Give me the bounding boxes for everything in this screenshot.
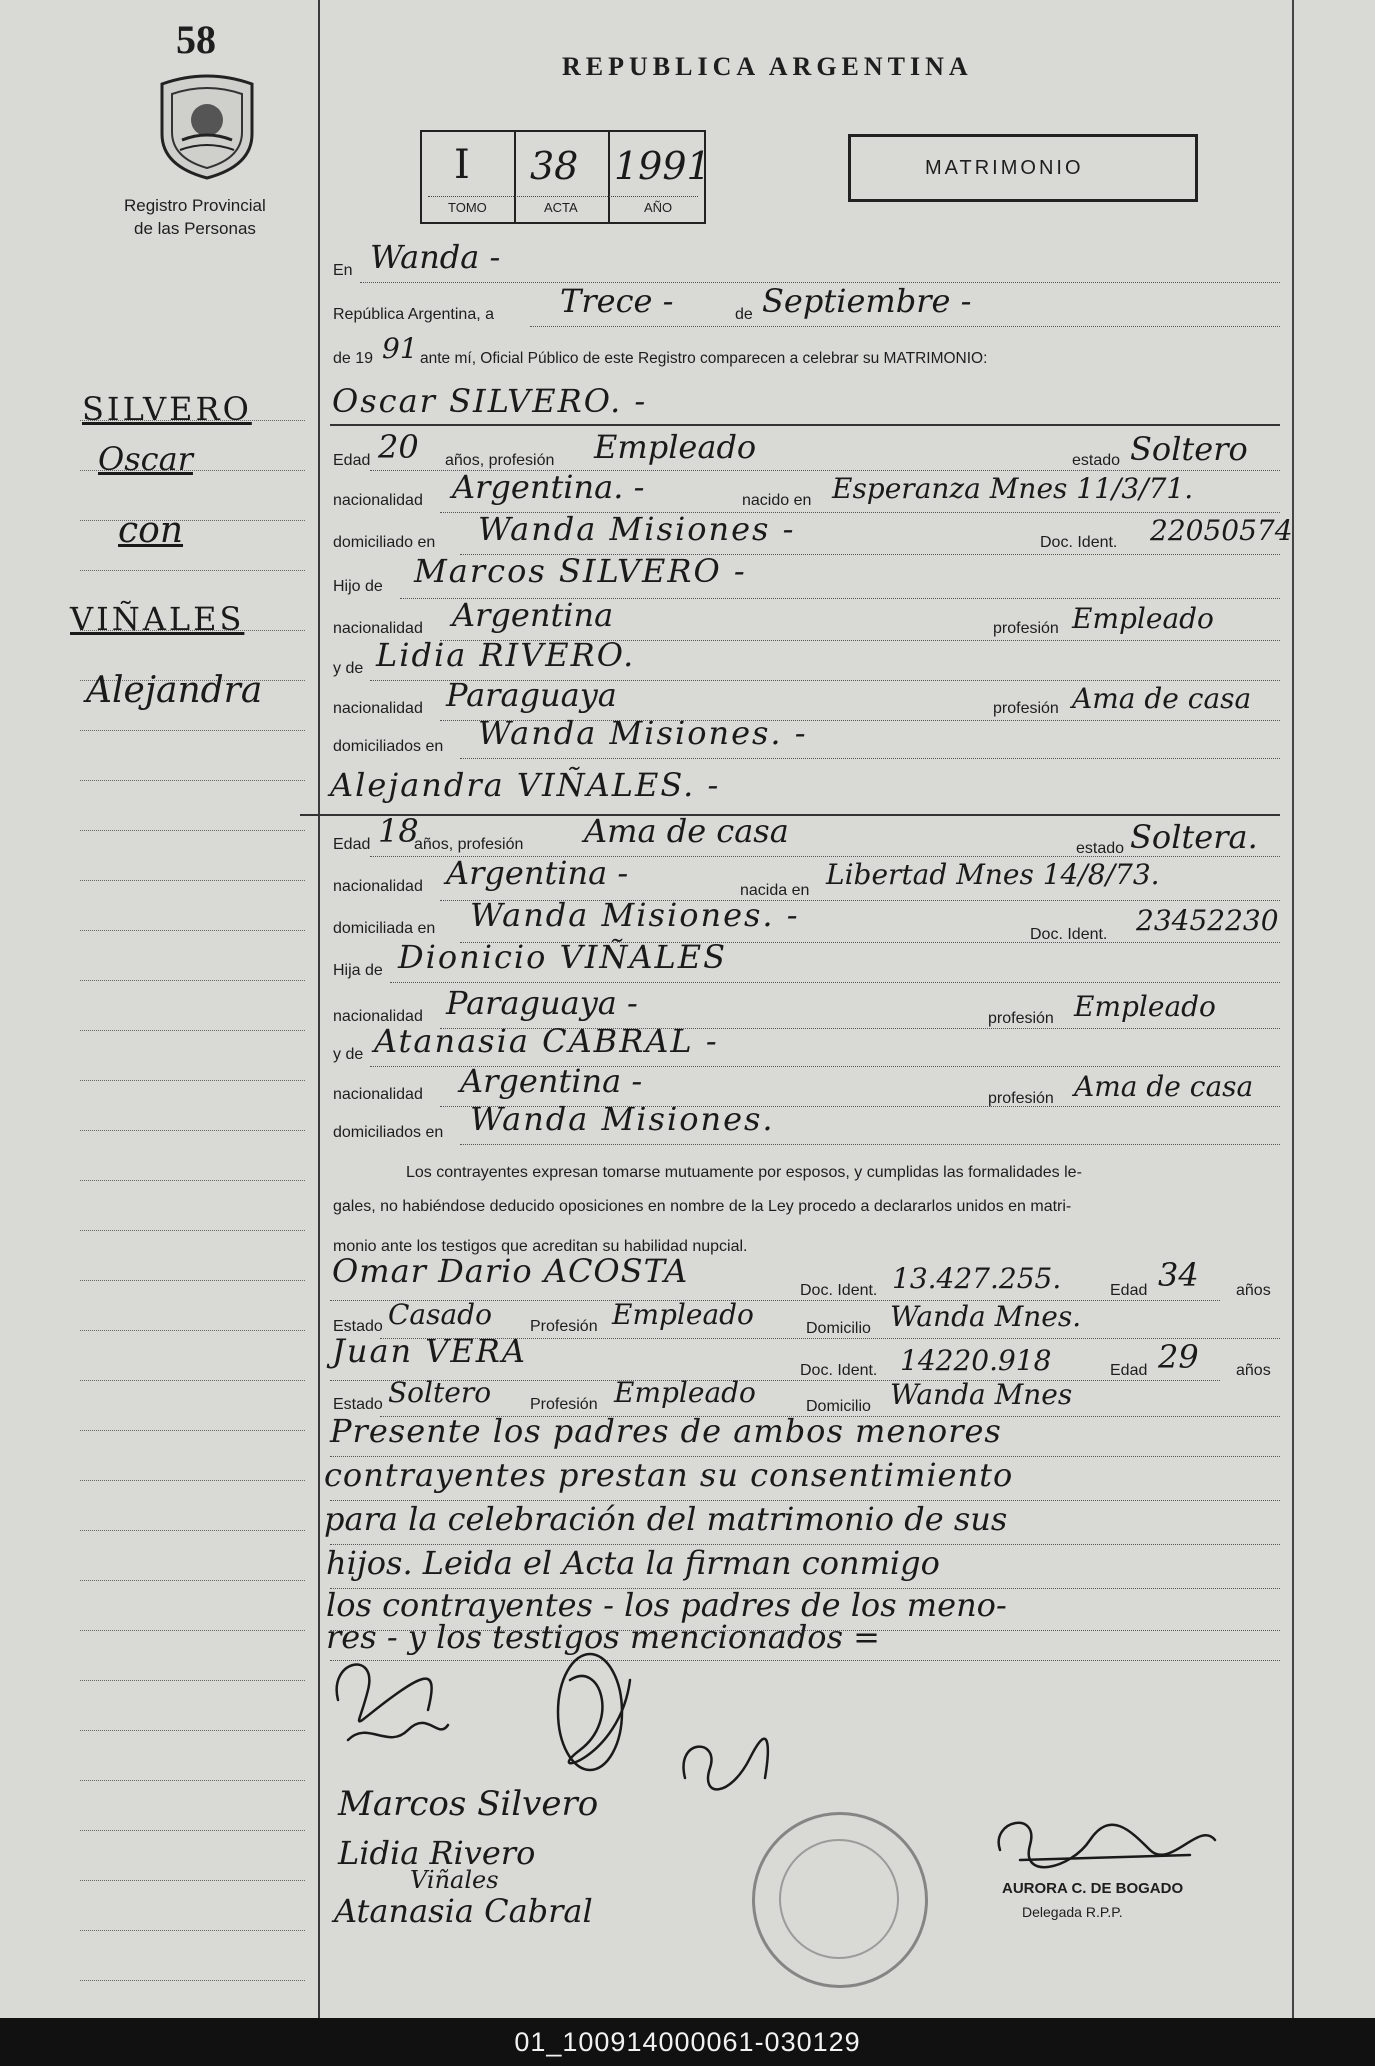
- groom-profesion: Empleado: [594, 428, 757, 466]
- groom-madre-prof: Ama de casa: [1072, 682, 1252, 715]
- bride-madre-nac: Argentina -: [460, 1062, 643, 1100]
- margin-rule: [80, 1630, 305, 1631]
- margin-rule: [80, 930, 305, 931]
- officer-title: Delegada R.P.P.: [1022, 1904, 1123, 1920]
- anio-label: AÑO: [644, 200, 673, 215]
- page-right-edge: [1292, 0, 1294, 2018]
- groom-padre-prof: Empleado: [1072, 602, 1214, 635]
- registry-stamp: [752, 1812, 928, 1988]
- tomo-label: TOMO: [448, 200, 487, 215]
- bride-estado-label: estado: [1076, 840, 1125, 857]
- witness-1-name: Omar Dario ACOSTA: [332, 1252, 689, 1290]
- groom-dom-label: domiciliado en: [333, 534, 436, 551]
- witness-2-name: Juan VERA: [332, 1332, 527, 1370]
- officer-name: AURORA C. DE BOGADO: [1002, 1880, 1184, 1897]
- groom-edad: 20: [378, 428, 419, 466]
- bride-padres-dom-line: [460, 1144, 1280, 1145]
- misiones-shield-icon: [152, 70, 262, 180]
- witness-1-doc: 13.427.255.: [892, 1262, 1062, 1295]
- day-value: Trece -: [560, 282, 674, 320]
- bride-estado: Soltera.: [1130, 818, 1258, 856]
- witness-1-dom-label: Domicilio: [806, 1320, 871, 1337]
- image-id-footer: 01_100914000061-030129: [0, 2018, 1375, 2066]
- notes-rule-6: [330, 1660, 1280, 1661]
- margin-rule: [80, 1080, 305, 1081]
- notes-line-1: Presente los padres de ambos menores: [330, 1412, 1002, 1450]
- declaration-line-3: monio ante los testigos que acreditan su habilidad nupcial.: [333, 1238, 748, 1255]
- en-value: Wanda -: [370, 238, 501, 276]
- groom-hijo-label: Hijo de: [333, 578, 383, 595]
- country-title: REPUBLICA ARGENTINA: [562, 52, 973, 81]
- margin-rule: [80, 570, 305, 571]
- groom-edad-label: Edad: [333, 452, 371, 469]
- bride-madre-prof: Ama de casa: [1074, 1070, 1254, 1103]
- witness-2-estado: Soltero: [388, 1376, 492, 1409]
- volume-box: [420, 130, 711, 224]
- margin-rule: [80, 1330, 305, 1331]
- margin-rule: [80, 1930, 305, 1931]
- notes-line-5: los contrayentes - los padres de los meno-: [326, 1586, 1007, 1624]
- statement: ante mí, Oficial Público de este Registro comparecen a celebrar su MATRIMONIO:: [420, 350, 988, 367]
- groom-estado-label: estado: [1072, 452, 1121, 469]
- groom-padres-dom-label: domiciliados en: [333, 738, 444, 755]
- bride-signature: [540, 1640, 650, 1790]
- margin-rule: [80, 1580, 305, 1581]
- bride-padre-prof: Empleado: [1074, 990, 1216, 1023]
- margin-rule: [80, 1980, 305, 1981]
- groom-madre-nac: Paraguaya: [446, 676, 617, 714]
- bride-padre: Dionicio VIÑALES: [398, 938, 727, 976]
- en-label: En: [333, 262, 353, 279]
- witness-1-doc-label: Doc. Ident.: [800, 1282, 878, 1299]
- bride-yde-label: y de: [333, 1046, 364, 1063]
- witness-2-edad-label: Edad: [1110, 1362, 1148, 1379]
- witness-1-estado: Casado: [388, 1298, 492, 1331]
- groom-padre-prof-label: profesión: [993, 620, 1059, 637]
- witness-2-estado-label: Estado: [333, 1396, 383, 1413]
- bride-madre-nac-label: nacionalidad: [333, 1086, 423, 1103]
- parent-signature-3: Viñales: [410, 1866, 499, 1894]
- date-line: [530, 326, 1280, 327]
- parent-signature-4: Atanasia Cabral: [334, 1892, 593, 1930]
- witness-1-edad-label: Edad: [1110, 1282, 1148, 1299]
- acta-value: 38: [530, 144, 579, 188]
- bride-hija-line: [390, 982, 1280, 983]
- groom-madre-nac-label: nacionalidad: [333, 700, 423, 717]
- margin-rule: [80, 1830, 305, 1831]
- margin-rule: [80, 1680, 305, 1681]
- witness-1-prof-label: Profesión: [530, 1318, 598, 1335]
- witness-signature: [670, 1728, 780, 1808]
- declaration-line-1: Los contrayentes expresan tomarse mutuamente por esposos, y cumplidas las formalidades le-: [406, 1164, 1082, 1181]
- bride-padres-dom-label: domiciliados en: [333, 1124, 444, 1141]
- anio-value: 1991: [614, 144, 711, 188]
- groom-padre-nac-label: nacionalidad: [333, 620, 423, 637]
- margin-note-firstname: Oscar: [98, 440, 193, 478]
- margin-rule: [80, 880, 305, 881]
- registry-line-1: Registro Provincial: [124, 196, 266, 215]
- parent-signature-1: Marcos Silvero: [338, 1784, 599, 1824]
- tomo-value: I: [454, 142, 470, 188]
- bride-padre-nac-label: nacionalidad: [333, 1008, 423, 1025]
- bride-madre: Atanasia CABRAL -: [374, 1022, 719, 1060]
- margin-rule: [80, 1230, 305, 1231]
- year-prefix: de 19: [333, 350, 374, 367]
- month-value: Septiembre -: [762, 282, 972, 320]
- margin-rule: [80, 780, 305, 781]
- notes-line-3: para la celebración del matrimonio de sus: [324, 1500, 1008, 1538]
- groom-madre-prof-label: profesión: [993, 700, 1059, 717]
- groom-doc-label: Doc. Ident.: [1040, 534, 1118, 551]
- bride-padres-dom: Wanda Misiones.: [470, 1100, 775, 1138]
- groom-anos-prof-label: años, profesión: [445, 452, 555, 469]
- record-type-box: [848, 134, 1198, 202]
- groom-name-line: [330, 424, 1280, 426]
- groom-padre: Marcos SILVERO -: [414, 552, 747, 590]
- groom-nacionalidad: Argentina. -: [452, 468, 645, 506]
- groom-padre-nac: Argentina: [452, 596, 614, 634]
- acta-label: ACTA: [544, 200, 578, 215]
- margin-note-firstname-2: Alejandra: [86, 670, 263, 711]
- bride-nacida-label: nacida en: [740, 882, 810, 899]
- margin-note-surname-2: VIÑALES: [70, 600, 245, 638]
- bride-nacionalidad: Argentina -: [446, 854, 629, 892]
- bride-nacida: Libertad Mnes 14/8/73.: [826, 858, 1160, 891]
- declaration-line-2: gales, no habiéndose deducido oposiciones en nombre de la Ley procedo a declararlos unidos en matri-: [333, 1198, 1072, 1215]
- record-type: MATRIMONIO: [925, 157, 1084, 179]
- margin-rule: [80, 1780, 305, 1781]
- margin-rule: [80, 520, 305, 521]
- bride-padre-prof-label: profesión: [988, 1010, 1054, 1027]
- bride-profesion: Ama de casa: [584, 812, 789, 850]
- margin-rule: [80, 1530, 305, 1531]
- margin-rule: [80, 1880, 305, 1881]
- bride-domicilio: Wanda Misiones. -: [470, 896, 800, 934]
- bride-madre-prof-label: profesión: [988, 1090, 1054, 1107]
- parent-signature-2: Lidia Rivero: [338, 1834, 536, 1872]
- registry-stamp-inner: [779, 1839, 899, 1959]
- margin-note-surname: SILVERO: [82, 390, 252, 428]
- bride-anos-prof-label: años, profesión: [414, 836, 524, 853]
- bride-edad: 18: [378, 812, 419, 850]
- notes-line-4: hijos. Leida el Acta la firman conmigo: [326, 1544, 940, 1582]
- margin-column: [0, 0, 318, 2018]
- witness-1-estado-label: Estado: [333, 1318, 383, 1335]
- margin-rule: [80, 1730, 305, 1731]
- groom-yde-label: y de: [333, 660, 364, 677]
- groom-estado: Soltero: [1130, 430, 1248, 468]
- page-number: 58: [176, 17, 216, 62]
- groom-nacido: Esperanza Mnes 11/3/71.: [832, 472, 1194, 505]
- witness-2-anos-label: años: [1236, 1362, 1271, 1379]
- margin-rule: [80, 1030, 305, 1031]
- bride-nac-label: nacionalidad: [333, 878, 423, 895]
- groom-nacido-label: nacido en: [742, 492, 812, 509]
- witness-1-profesion: Empleado: [612, 1298, 754, 1331]
- notes-line-2: contrayentes prestan su consentimiento: [324, 1456, 1014, 1494]
- margin-note-con: con: [118, 510, 184, 551]
- witness-2-dom-label: Domicilio: [806, 1398, 871, 1415]
- margin-rule: [80, 1430, 305, 1431]
- groom-doc: 22050574: [1150, 514, 1293, 547]
- witness-1-edad: 34: [1158, 1256, 1199, 1294]
- bride-name: Alejandra VIÑALES. -: [330, 766, 721, 804]
- officer-signature: [980, 1800, 1230, 1890]
- bride-dom-label: domiciliada en: [333, 920, 436, 937]
- bride-doc-label: Doc. Ident.: [1030, 926, 1108, 943]
- groom-domicilio: Wanda Misiones -: [478, 510, 796, 548]
- witness-2-doc-label: Doc. Ident.: [800, 1362, 878, 1379]
- de-label: de: [735, 306, 753, 323]
- year-value: 91: [382, 332, 418, 365]
- groom-padres-dom-line: [460, 758, 1280, 759]
- witness-2-doc: 14220.918: [900, 1344, 1052, 1377]
- groom-nac-label: nacionalidad: [333, 492, 423, 509]
- groom-padres-dom: Wanda Misiones. -: [478, 714, 808, 752]
- groom-name: Oscar SILVERO. -: [332, 382, 648, 420]
- bride-padre-nac: Paraguaya -: [446, 984, 638, 1022]
- margin-rule: [80, 1280, 305, 1281]
- witness-2-domicilio: Wanda Mnes: [890, 1378, 1073, 1411]
- groom-madre: Lidia RIVERO.: [376, 636, 636, 674]
- margin-rule: [80, 1130, 305, 1131]
- witness-2-profesion: Empleado: [614, 1376, 756, 1409]
- witness-1-domicilio: Wanda Mnes.: [890, 1300, 1082, 1333]
- bride-hija-label: Hija de: [333, 962, 383, 979]
- bride-name-line: [300, 814, 1280, 816]
- groom-signature: [318, 1640, 468, 1770]
- margin-rule: [80, 830, 305, 831]
- witness-1-anos-label: años: [1236, 1282, 1271, 1299]
- margin-rule: [80, 1180, 305, 1181]
- witness-2-prof-label: Profesión: [530, 1396, 598, 1413]
- notes-line-6: res - y los testigos mencionados =: [326, 1618, 880, 1656]
- margin-rule: [80, 730, 305, 731]
- bride-edad-label: Edad: [333, 836, 371, 853]
- margin-rule: [80, 980, 305, 981]
- margin-rule: [80, 1380, 305, 1381]
- republic-label: República Argentina, a: [333, 306, 494, 323]
- bride-doc: 23452230: [1136, 904, 1279, 937]
- margin-rule: [80, 1480, 305, 1481]
- registry-line-2: de las Personas: [134, 219, 256, 238]
- witness-2-edad: 29: [1158, 1338, 1199, 1376]
